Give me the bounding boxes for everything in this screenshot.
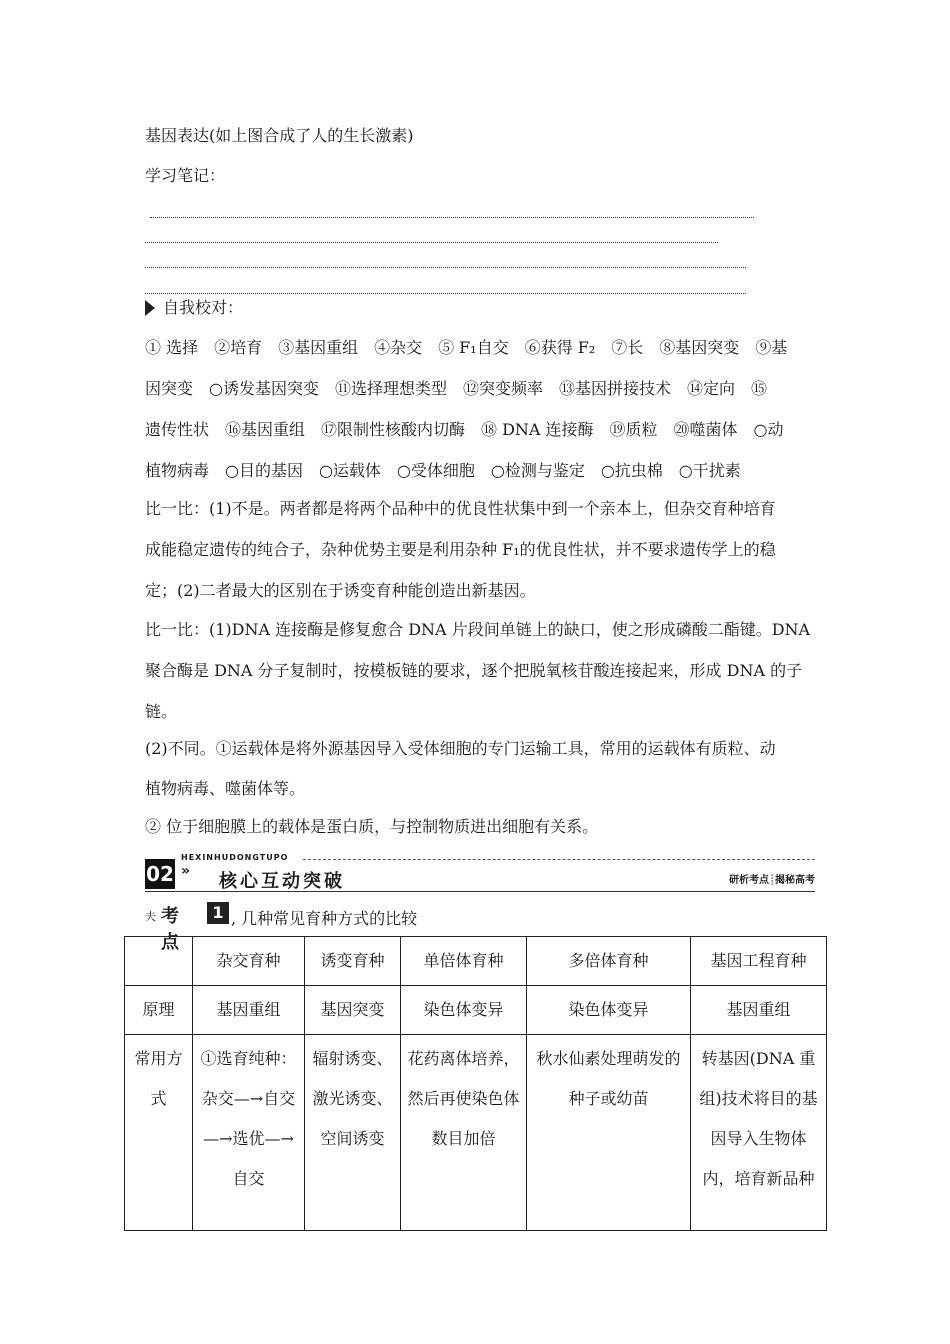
section-header xyxy=(145,855,815,895)
note-line-3[interactable] xyxy=(145,267,746,268)
table-cell: 原理 xyxy=(125,986,193,1035)
compare2-line: ② 位于细胞膜上的载体是蛋白质，与控制物质进出细胞有关系。 xyxy=(145,817,599,836)
check-line: 因突变 ○诱发基因突变 ⑪选择理想类型 ⑫突变频率 ⑬基因拼接技术 ⑭定向 ⑮ xyxy=(145,379,767,398)
table-header-cell: 单倍体育种 xyxy=(401,937,527,986)
compare2-line: 比一比：(1)DNA 连接酶是修复愈合 DNA 片段间单链上的缺口，使之形成磷酸二酯键。DNA xyxy=(145,620,811,639)
table-row xyxy=(125,1035,827,1231)
table-header-cell: 多倍体育种 xyxy=(527,937,691,986)
note-line-2[interactable] xyxy=(145,242,718,243)
check-line: 植物病毒 ○目的基因 ○运载体 ○受体细胞 ○检测与鉴定 ○抗虫棉 ○干扰素 xyxy=(145,461,741,480)
compare2-line: 链。 xyxy=(145,702,178,721)
table-row xyxy=(125,986,827,1035)
section-number: 02 xyxy=(145,859,175,889)
table-cell: ①选育纯种：杂交—→自交—→选优—→自交 xyxy=(193,1035,305,1231)
kaodian-title: , 几种常见育种方式的比较 xyxy=(231,909,418,928)
intro-line: 基因表达(如上图合成了人的生长激素) xyxy=(145,126,414,145)
table-cell: 基因重组 xyxy=(193,986,305,1035)
notes-label: 学习笔记： xyxy=(145,166,226,185)
section-tag: 研析考点┊揭秘高考 xyxy=(728,875,815,886)
double-arrow-icon: » xyxy=(181,863,191,879)
kaodian-label: 考点 xyxy=(161,906,179,953)
table-cell: 转基因(DNA 重组)技术将目的基因导入生物体内，培育新品种 xyxy=(691,1035,827,1231)
table-cell: 花药离体培养，然后再使染色体数目加倍 xyxy=(401,1035,527,1231)
check-line: ① 选择 ②培育 ③基因重组 ④杂交 ⑤ F₁自交 ⑥获得 F₂ ⑦长 ⑧基因突变 ⑨基 xyxy=(145,338,788,357)
kaodian-mark: 夫 xyxy=(145,910,156,923)
table-header-row xyxy=(125,937,827,986)
compare2-line: 聚合酶是 DNA 分子复制时，按模板链的要求，逐个把脱氧核苷酸连接起来，形成 DNA 的子 xyxy=(145,661,803,680)
section-title: 核心互动突破 xyxy=(219,871,345,892)
kaodian-number: 1 xyxy=(207,902,229,924)
table-cell: 基因重组 xyxy=(691,986,827,1035)
table-cell: 基因突变 xyxy=(305,986,401,1035)
section-dash-rule xyxy=(303,859,815,860)
table-header-cell xyxy=(125,937,193,986)
note-line-4[interactable] xyxy=(145,293,746,294)
compare2-line: (2)不同。①运载体是将外源基因导入受体细胞的专门运输工具，常用的运载体有质粒、动 xyxy=(145,739,776,758)
table-header-cell: 基因工程育种 xyxy=(691,937,827,986)
breeding-comparison-table xyxy=(124,936,827,1231)
note-line-1[interactable] xyxy=(150,217,754,218)
table-cell: 染色体变异 xyxy=(527,986,691,1035)
section-rule xyxy=(145,891,815,892)
table-cell: 常用方式 xyxy=(125,1035,193,1231)
compare1-line: 定；(2)二者最大的区别在于诱变育种能创造出新基因。 xyxy=(145,581,536,600)
table-cell: 秋水仙素处理萌发的种子或幼苗 xyxy=(527,1035,691,1231)
section-pinyin: HEXINHUDONGTUPO xyxy=(181,853,289,862)
table-header-cell: 诱变育种 xyxy=(305,937,401,986)
table-cell: 染色体变异 xyxy=(401,986,527,1035)
compare1-line: 比一比：(1)不是。两者都是将两个品种中的优良性状集中到一个亲本上，但杂交育种培育 xyxy=(145,499,776,518)
check-line: 遗传性状 ⑯基因重组 ⑰限制性核酸内切酶 ⑱ DNA 连接酶 ⑲质粒 ⑳噬菌体 ○动 xyxy=(145,420,784,439)
compare1-line: 成能稳定遗传的纯合子，杂种优势主要是利用杂种 F₁的优良性状，并不要求遗传学上的稳 xyxy=(145,540,776,559)
self-check-heading xyxy=(145,298,243,318)
compare2-line: 植物病毒、噬菌体等。 xyxy=(145,779,306,798)
table-header-cell: 杂交育种 xyxy=(193,937,305,986)
triangle-marker-icon xyxy=(145,300,155,316)
table-cell: 辐射诱变、激光诱变、空间诱变 xyxy=(305,1035,401,1231)
self-check-title: 自我校对： xyxy=(163,298,244,317)
kaodian-title-text: 几种常见育种方式的比较 xyxy=(241,909,418,928)
